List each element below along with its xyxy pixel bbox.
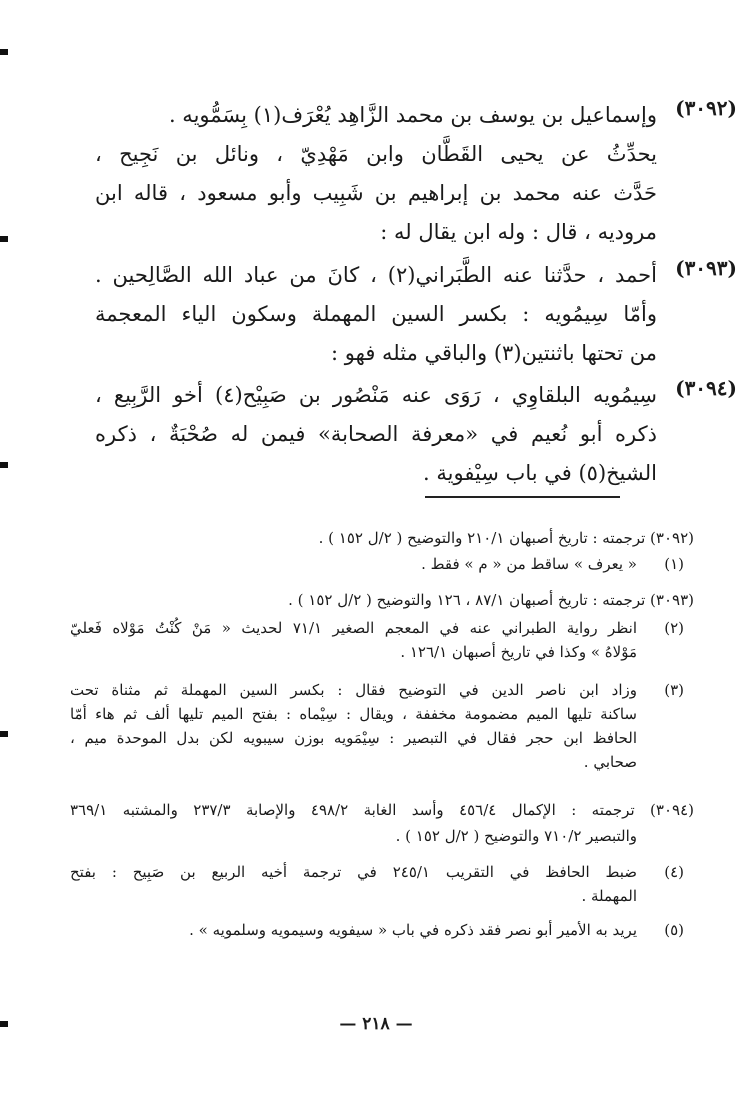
entry-number: (٣٠٩٤) [675,376,737,400]
footnote-4 [70,860,684,908]
edge-mark [0,462,8,468]
footnote-line: « يعرف » ساقط من « م » فقط . [421,555,637,573]
footnote-5 [70,918,684,942]
entry-line: حَدَّث عنه محمد بن إبراهيم بن شَبِيب وأبو مسعود ، قاله ابن [95,181,657,205]
footnote-source-3094-cont: والتبصير ٧١٠/٢ والتوضيح ( ٢/ل ١٥٢ ) . [395,827,637,845]
footnote-2 [70,616,684,664]
footnote-line: ضبط الحافظ في التقريب ٢٤٥/١ في ترجمة أخيه الربيع بن صَبِيح : بفتح [70,863,637,881]
entry-number: (٣٠٩٢) [675,96,737,120]
footnote-line: انظر رواية الطبراني عنه في المعجم الصغير ٧١/١ لحديث « مَنْ كُنْتُ مَوْلاه فَعليّ [70,619,637,637]
entry-number: (٣٠٩٣) [675,256,737,280]
footnote-number: (٢) [664,619,684,637]
entry-line: الشيخ(٥) في باب سِيْفوية . [423,461,657,485]
edge-mark [0,731,8,737]
footnote-number: (٤) [664,863,684,881]
footnote-line: وزاد ابن ناصر الدين في التوضيح فقال : بكسر السين المهملة ثم مثناة تحت [70,681,637,699]
entry-line: يحدِّثُ عن يحيى القَطَّان وابن مَهْدِيّ ، ونائل بن نَجِيح ، [95,142,657,166]
footnote-line: صحابي . [583,753,637,771]
edge-mark [0,236,8,242]
page-number: — ٢١٨ — [339,1014,413,1034]
entry-line: وأمّا سِيمُويه : بكسر السين المهملة وسكون الياء المعجمة [95,302,657,326]
footnote-line: يريد به الأمير أبو نصر فقد ذكره في باب « سيفويه وسيمويه وسلمويه » . [189,921,637,939]
footnote-source-3094: (٣٠٩٤) ترجمته : الإكمال ٤٥٦/٤ وأسد الغابة ٤٩٨/٢ والإصابة ٢٣٧/٣ والمشتبه ٣٦٩/١ [70,801,694,819]
entry-line: ذكره أبو نُعيم في «معرفة الصحابة» فيمن له صُحْبَةٌ ، ذكره [95,422,657,446]
footnote-number: (٣) [664,681,684,699]
entry-line: سِيمُويه البلقاوِي ، رَوَى عنه مَنْصُور بن صَبِيْح(٤) أخو الرَّبِيع ، [95,383,657,407]
footnote-number: (٥) [664,921,684,939]
entry-line: أحمد ، حدَّثنا عنه الطَّبَراني(٢) ، كانَ من عباد الله الصَّالِحين . [95,263,657,287]
entry-3092 [95,96,737,252]
footnote-line: مَوْلاهُ » وكذا في تاريخ أصبهان ١٢٦/١ . [400,643,637,661]
footnote-1 [70,552,684,576]
footnote-source-3092: (٣٠٩٢) ترجمته : تاريخ أصبهان ٢١٠/١ والتوضيح ( ٢/ل ١٥٢ ) . [318,529,694,547]
entry-line: مروديه ، قال : وله ابن يقال له : [380,220,657,244]
entry-3094 [95,376,737,493]
edge-mark [0,49,8,55]
footnote-divider [425,496,620,498]
entry-line: من تحتها باثنتين(٣) والباقي مثله فهو : [331,341,657,365]
footnote-3 [70,678,684,774]
footnote-line: المهملة . [581,887,637,905]
footnote-line: الحافظ ابن حجر فقال في التبصير : سِيْمَويه بوزن سيبويه لكن بدل الموحدة ميم ، [70,729,637,747]
footnote-source-3093: (٣٠٩٣) ترجمته : تاريخ أصبهان ٨٧/١ ، ١٢٦ والتوضيح ( ٢/ل ١٥٢ ) . [288,591,694,609]
entry-line: وإسماعيل بن يوسف بن محمد الزَّاهِد يُعْرَف(١) بِسَمُّويه . [168,103,657,127]
footnote-number: (١) [664,555,684,573]
footnote-line: ساكنة تليها الميم مضمومة مخففة ، ويقال : سِيْماه : بفتح الميم تليها ألف ثم هاء أمّا [70,705,637,723]
entry-3093 [95,256,737,373]
